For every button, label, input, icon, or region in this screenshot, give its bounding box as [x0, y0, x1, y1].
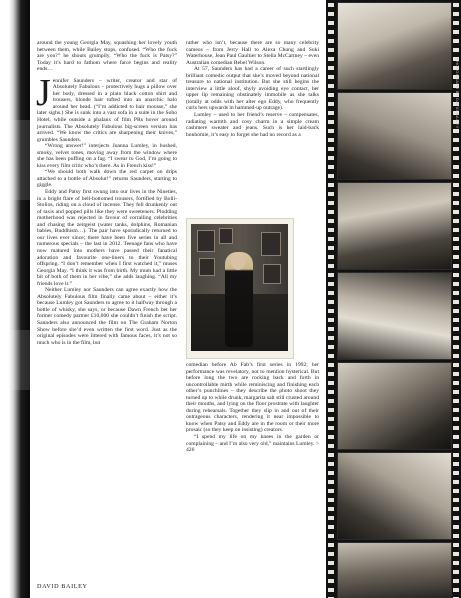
lede-paragraph-1: ennifer Saunders – writer, creator and star of Absolutely Fabulous – protectively hugs a pillow over her body, dressed in a plain black cotton shirt and trousers, blonde hair tufted into an anarchic halo around her head. (“I’m addicted to hair mousse,” she later sighs.) She is sunk into a vast sofa in a suite in the Soho Hotel, while outside a phalanx of film PRs hover around journalists. The Absolutely Fabulous big-screen version has arrived. “We know the critics are sharpening their knives,” grumbles Saunders.	[37, 77, 177, 143]
lede-paragraph-5: Neither Lumley nor Saunders can agree exactly how the Absolutely Fabulous film finally came about – either it’s because Lumley got Saunders to agree to it halfway through a bottle of whisky, she says, or because Dawn French bet her former comedy partner £10,000 she couldn’t finish the script. Saunders also announced the film on The Graham Norton Show before she’d even written the first word. Just as the original episodes were littered with famous faces, it’s not so much who is in the film, but	[37, 287, 177, 346]
left-edge-photo	[0, 0, 30, 598]
lede-paragraph-2: “Wrong answer!” interjects Joanna Lumley, in hushed, smoky, velvet tones, moving away from the window where she has been puffing on a fag. “I swear to God, I’m going to kiss every film critic who’s there. As in French kiss!”	[37, 143, 177, 169]
lede-paragraph-3: “We should both walk down the red carpet on drips attached to a bottle of Absolut!” returns Saunders, starting to giggle.	[37, 169, 177, 189]
film-frame	[337, 182, 452, 270]
polaroid-photo	[186, 218, 294, 359]
article-column-2-top	[186, 40, 319, 138]
film-frame	[337, 542, 452, 598]
article-column-2-bottom	[186, 362, 319, 454]
column2-paragraph-2: At 57, Saunders has had a career of such startlingly brilliant comedic output that she’s moved beyond national treasure to national institution. But she still begins the interview a little aloof, shyly avoiding eye contact, her upper lip remaining obstinately immobile as she talks (totally at odds with her alter ego Eddy, who frequently curls hers upwards in hammed-up outrage).	[186, 66, 319, 112]
photo-credit: PHOTOGRAPH BY DAVID BAILEY	[455, 58, 460, 129]
film-frame	[337, 362, 452, 450]
column2-paragraph-5: “I spend my life on my knees in the garden or complaining – and I’m also very old,” maintains Lumley. > 426	[186, 434, 319, 454]
photographer-byline: DAVID BAILEY	[37, 583, 88, 590]
column1-opening: around the young Georgia May, squashing her lovely youth between them, while Bailey stops, confused. “Who the fuck are you?” he shouts grumpily. “Who the fuck is Patsy?” Today it’s hard to fathom where farce begins and reality ends…	[37, 40, 177, 73]
film-frame	[337, 2, 452, 90]
article-lede	[36, 71, 177, 346]
column2-paragraph-3: Lumley – used to her friend’s reserve – compensates, radiating warmth and cosy charm in a simple cream cashmere sweater and jeans. Such is her laid-back bonhomie, it’s easy to forget she had no record as a	[186, 112, 319, 138]
column2-paragraph-1: rather who isn’t, because there are so many celebrity cameos – from Jerry Hall to Alexa Chung and Suki Waterhouse, Jean Paul Gaultier to Stella McCartney – even Australian comedian Rebel Wilson.	[186, 40, 319, 66]
photo-image	[191, 224, 288, 351]
film-frame	[337, 92, 452, 180]
film-sprocket-holes-left	[328, 0, 334, 598]
article-column-1	[37, 40, 177, 346]
film-frame	[337, 452, 452, 540]
drop-cap: J	[36, 71, 51, 114]
column2-paragraph-4: comedian before Ab Fab’s first series in 1992; her performance was revelatory, not to mention hysterical. But before long the two are rocking back and forth in uncontrollable mirth while reminiscing and finishing each other’s punchlines – they describe the photo shoot they turned up to while drunk, margarita salt still crusted around their mouths, and lying on the floor prostrate with laughter during rehearsals. Together they slip in and out of their outrageous characters, rendering it near impossible to know when Patsy and Eddy are in the room or their more prosaic (so they keep on insisting) creators.	[186, 362, 319, 434]
film-frame	[337, 272, 452, 360]
lede-paragraph-4: Eddy and Patsy first swung into our lives in the Nineties, in a bright flare of bell-bottomed trousers, fortified by Bolli-Stolios, riding on a cloud of incense. They fell drunkenly out of taxis and popped pills like they were sweeteners. Plodding motherhood was rejected in favour of corralling celebrities and chasing the zeitgeist (water tanks, dolphins, Romanian babies, Buddhism…). The pair have sporadically returned to our lives ever since; there have been five series in all and numerous specials – the last in 2012. Teenage fans who have now matured into mothers have passed their fanatical adoration and favourite one-liners to their Youtubing offspring. “I don’t remember when I first watched it,” muses Georgia May. “I think it was from birth. My mum had a little bit of both of them in her vibe,” she adds laughing. “All my friends love it.”	[37, 189, 177, 287]
film-contact-strip	[326, 0, 461, 598]
